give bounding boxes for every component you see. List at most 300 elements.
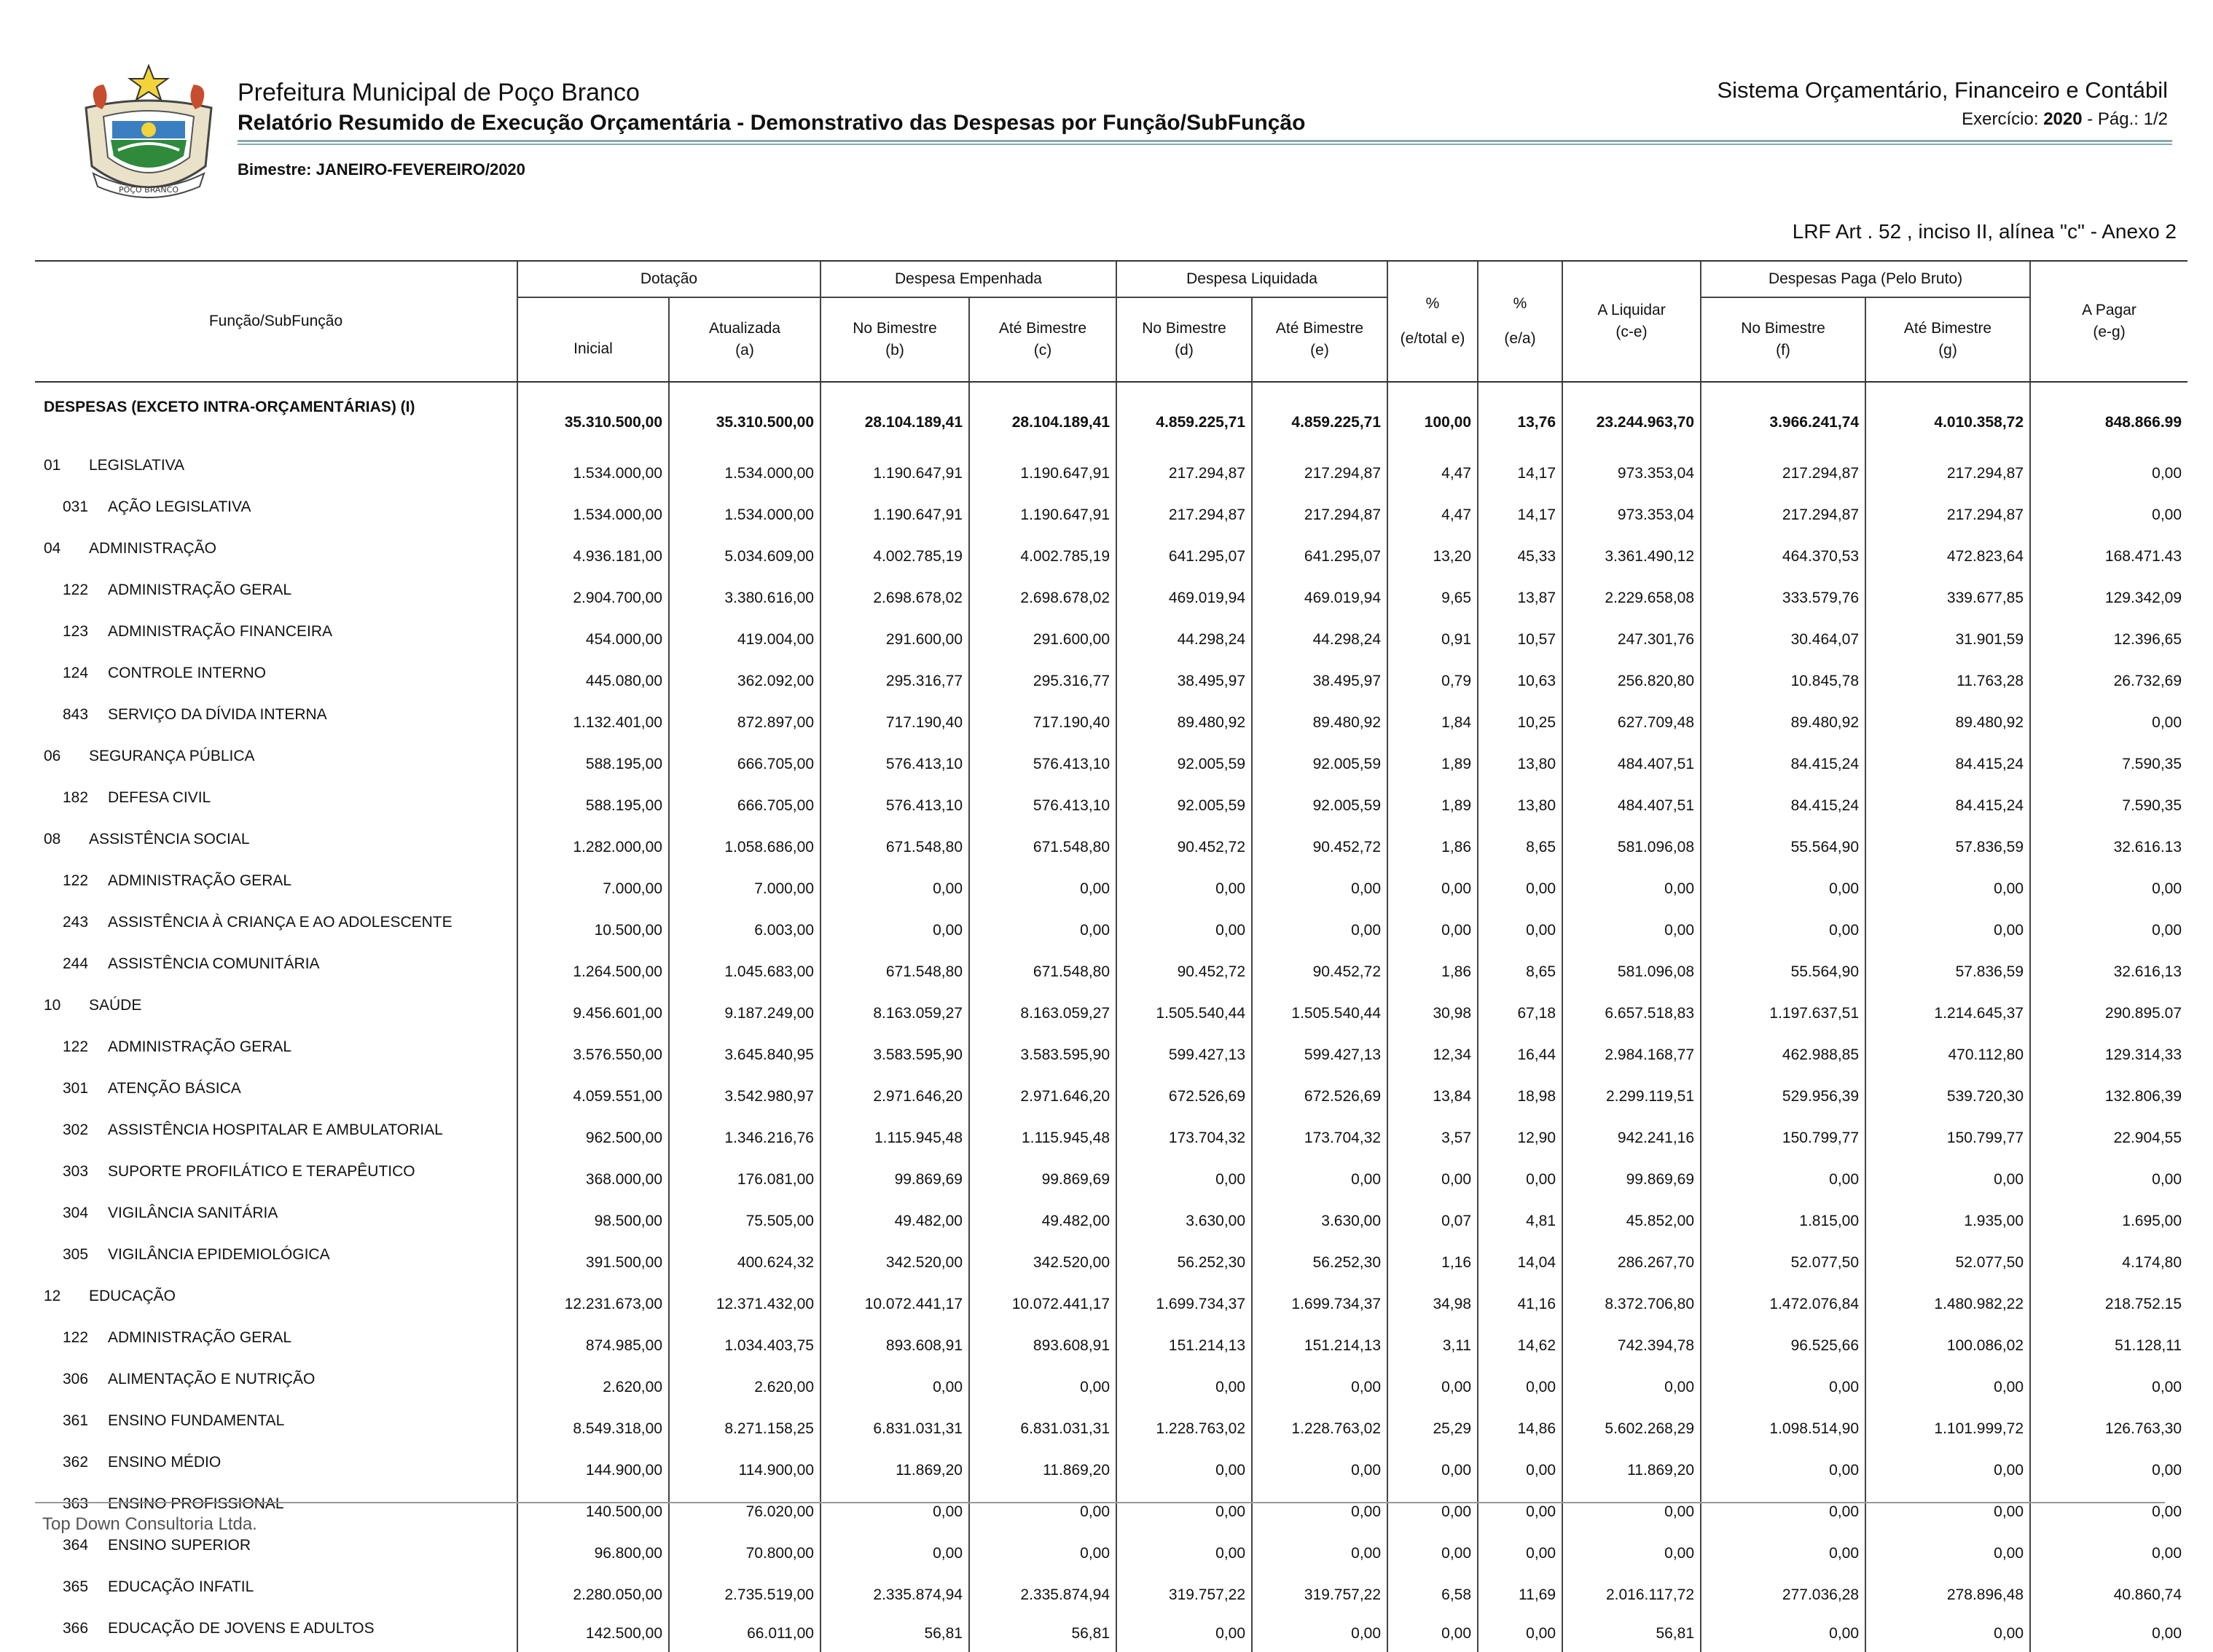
bimestre-label: Bimestre: JANEIRO-FEVEREIRO/2020: [238, 160, 525, 179]
row-value: 419.004,00: [669, 619, 820, 660]
row-value: 0,00: [1865, 909, 2030, 951]
row-value: 0,00: [1116, 868, 1252, 909]
row-label: [35, 743, 517, 785]
row-label: [35, 1200, 517, 1242]
row-value: 4.174,80: [2030, 1242, 2187, 1283]
lrf-reference: LRF Art . 52 , inciso II, alínea "c" - Anexo 2: [1792, 220, 2177, 243]
system-name: Sistema Orçamentário, Financeiro e Contábil: [1717, 77, 2168, 103]
row-value: 1.282.000,00: [517, 826, 669, 868]
row-value: 7.590,35: [2030, 743, 2187, 785]
row-value: 0,07: [1387, 1200, 1478, 1242]
row-value: 7.000,00: [669, 868, 820, 909]
row-value: 0,00: [1865, 1616, 2030, 1652]
row-value: 45,33: [1478, 536, 1562, 577]
row-value: 1.505.540,44: [1252, 993, 1387, 1034]
row-value: 0,00: [1562, 1491, 1701, 1532]
row-value: 52.077,50: [1701, 1242, 1865, 1283]
row-value: 0,00: [1252, 1491, 1387, 1532]
row-value: 1,89: [1387, 743, 1478, 785]
row-value: 0,00: [1252, 1616, 1387, 1652]
row-value: 11.869,20: [820, 1449, 969, 1491]
row-code: 364: [63, 1537, 89, 1554]
row-value: 0,00: [1562, 1532, 1701, 1574]
row-code: 301: [63, 1080, 89, 1097]
row-value: 342.520,00: [820, 1242, 969, 1283]
row-value: 144.900,00: [517, 1449, 669, 1491]
row-value: 8.372.706,80: [1562, 1283, 1701, 1325]
row-value: 391.500,00: [517, 1242, 669, 1283]
row-value: 84.415,24: [1701, 743, 1865, 785]
row-label: [35, 785, 517, 826]
row-name: ENSINO MÉDIO: [108, 1454, 222, 1471]
row-code: 363: [63, 1495, 89, 1512]
row-value: 11,69: [1478, 1574, 1562, 1616]
row-label: [35, 993, 517, 1034]
row-value: 469.019,94: [1252, 577, 1387, 619]
header-group-empenhada: Despesa Empenhada: [820, 261, 1116, 297]
row-value: 132.806,39: [2030, 1076, 2187, 1117]
row-name: EDUCAÇÃO: [89, 1288, 176, 1304]
row-value: 0,00: [1387, 1366, 1478, 1408]
row-value: 0,00: [1387, 1532, 1478, 1574]
row-value: 0,00: [1701, 1491, 1865, 1532]
row-value: 49.482,00: [969, 1200, 1116, 1242]
row-value: 2.698.678,02: [820, 577, 969, 619]
report-title: Relatório Resumido de Execução Orçamentária - Demonstrativo das Despesas por Função/SubFunção: [238, 111, 1306, 135]
row-code: 306: [63, 1371, 89, 1387]
row-label: [35, 1449, 517, 1491]
row-label: [35, 1408, 517, 1449]
funcao-row: [35, 743, 2187, 785]
subfuncao-row: [35, 1491, 2187, 1532]
row-value: 6.831.031,31: [969, 1408, 1116, 1449]
row-value: 464.370,53: [1701, 536, 1865, 577]
row-value: 4,81: [1478, 1200, 1562, 1242]
row-label: [35, 494, 517, 536]
row-code: 124: [63, 665, 89, 681]
row-value: 14,04: [1478, 1242, 1562, 1283]
row-label: [35, 577, 517, 619]
row-code: 122: [63, 1329, 89, 1346]
row-value: 0,00: [1478, 1449, 1562, 1491]
row-value: 291.600,00: [969, 619, 1116, 660]
row-value: 0,00: [1387, 909, 1478, 951]
row-value: 1.045.683,00: [669, 951, 820, 993]
row-value: 3.966.241,74: [1701, 382, 1865, 453]
row-value: 472.823,64: [1865, 536, 2030, 577]
row-value: 0,00: [1701, 1532, 1865, 1574]
row-value: 0,00: [1701, 868, 1865, 909]
row-value: 445.080,00: [517, 660, 669, 702]
row-value: 3,11: [1387, 1325, 1478, 1366]
row-value: 4.002.785,19: [820, 536, 969, 577]
row-value: 142.500,00: [517, 1616, 669, 1652]
funcao-row: [35, 1283, 2187, 1325]
header-group-liquidada: Despesa Liquidada: [1116, 261, 1387, 297]
row-value: 10,25: [1478, 702, 1562, 743]
row-value: 3.583.595,90: [969, 1034, 1116, 1076]
header-pct-dotacao-formula: (e/a): [1504, 330, 1536, 347]
table-body: [35, 382, 2187, 1652]
header-pag-bimestre: No Bimestre (f): [1701, 297, 1865, 382]
row-name: AÇÃO LEGISLATIVA: [108, 498, 251, 515]
row-value: 0,00: [2030, 1366, 2187, 1408]
row-value: 3,57: [1387, 1117, 1478, 1159]
row-value: 218.752.15: [2030, 1283, 2187, 1325]
row-value: 0,00: [2030, 868, 2187, 909]
row-value: 11.869,20: [1562, 1449, 1701, 1491]
row-value: 1.098.514,90: [1701, 1408, 1865, 1449]
row-name: ATENÇÃO BÁSICA: [108, 1080, 241, 1097]
row-value: 247.301,76: [1562, 619, 1701, 660]
row-name: EDUCAÇÃO INFATIL: [108, 1578, 254, 1595]
subfuncao-row: [35, 1034, 2187, 1076]
row-value: 49.482,00: [820, 1200, 969, 1242]
row-code: 031: [63, 498, 89, 515]
row-value: 129.314,33: [2030, 1034, 2187, 1076]
row-code: 243: [63, 914, 89, 931]
row-value: 84.415,24: [1865, 743, 2030, 785]
row-value: 3.630,00: [1252, 1200, 1387, 1242]
row-value: 671.548,80: [969, 951, 1116, 993]
subfuncao-row: [35, 494, 2187, 536]
subfuncao-row: [35, 1532, 2187, 1574]
total-row: [35, 382, 2187, 453]
row-value: 576.413,10: [820, 785, 969, 826]
row-value: 2.971.646,20: [820, 1076, 969, 1117]
row-value: 10.500,00: [517, 909, 669, 951]
row-value: 12.231.673,00: [517, 1283, 669, 1325]
row-value: 0,00: [1701, 1449, 1865, 1491]
subfuncao-row: [35, 909, 2187, 951]
row-value: 484.407,51: [1562, 785, 1701, 826]
row-value: 4,47: [1387, 494, 1478, 536]
row-value: 6.657.518,83: [1562, 993, 1701, 1034]
row-value: 13,76: [1478, 382, 1562, 453]
row-value: 1.197.637,51: [1701, 993, 1865, 1034]
row-value: 0,00: [1701, 909, 1865, 951]
row-value: 0,00: [1478, 1366, 1562, 1408]
row-value: 1,16: [1387, 1242, 1478, 1283]
row-value: 3.576.550,00: [517, 1034, 669, 1076]
row-value: 70.800,00: [669, 1532, 820, 1574]
row-value: 0,00: [1701, 1616, 1865, 1652]
row-value: 89.480,92: [1701, 702, 1865, 743]
row-value: 6,58: [1387, 1574, 1478, 1616]
row-value: 666.705,00: [669, 785, 820, 826]
row-value: 277.036,28: [1701, 1574, 1865, 1616]
row-value: 99.869,69: [1562, 1159, 1701, 1200]
row-value: 0,00: [969, 1532, 1116, 1574]
row-value: 0,00: [1865, 868, 2030, 909]
row-code: 122: [63, 872, 89, 889]
row-value: 3.645.840,95: [669, 1034, 820, 1076]
row-value: 1.534.000,00: [517, 494, 669, 536]
row-value: 0,00: [1252, 1366, 1387, 1408]
row-value: 0,00: [1478, 868, 1562, 909]
row-name: ADMINISTRAÇÃO GERAL: [108, 1038, 292, 1055]
row-value: 9.456.601,00: [517, 993, 669, 1034]
header-funcao: Função/SubFunção: [35, 261, 517, 382]
row-value: 742.394,78: [1562, 1325, 1701, 1366]
row-value: 10.072.441,17: [820, 1283, 969, 1325]
row-value: 55.564,90: [1701, 826, 1865, 868]
header-pct-total-symbol: %: [1425, 295, 1440, 312]
row-label: [35, 619, 517, 660]
row-value: 0,00: [1252, 1449, 1387, 1491]
row-code: 122: [63, 582, 89, 598]
row-name: ENSINO FUNDAMENTAL: [108, 1412, 285, 1429]
row-value: 100.086,02: [1865, 1325, 2030, 1366]
row-value: 973.353,04: [1562, 494, 1701, 536]
row-code: 182: [63, 789, 89, 806]
row-value: 151.214,13: [1252, 1325, 1387, 1366]
row-value: 98.500,00: [517, 1200, 669, 1242]
row-value: 11.763,28: [1865, 660, 2030, 702]
row-label: [35, 536, 517, 577]
header-a-pagar: A Pagar (e-g): [2030, 261, 2187, 382]
row-value: 291.600,00: [820, 619, 969, 660]
row-value: 1.505.540,44: [1116, 993, 1252, 1034]
row-name: LEGISLATIVA: [89, 457, 185, 474]
row-value: 671.548,80: [969, 826, 1116, 868]
row-value: 576.413,10: [969, 743, 1116, 785]
row-value: 717.190,40: [820, 702, 969, 743]
row-value: 0,00: [1387, 868, 1478, 909]
row-value: 339.677,85: [1865, 577, 2030, 619]
row-value: 1.699.734,37: [1252, 1283, 1387, 1325]
row-value: 319.757,22: [1252, 1574, 1387, 1616]
row-label: [35, 382, 517, 453]
row-value: 67,18: [1478, 993, 1562, 1034]
row-value: 2.016.117,72: [1562, 1574, 1701, 1616]
row-value: 942.241,16: [1562, 1117, 1701, 1159]
row-value: 0,00: [969, 1366, 1116, 1408]
row-value: 1.534.000,00: [517, 453, 669, 494]
row-value: 286.267,70: [1562, 1242, 1701, 1283]
row-value: 1.480.982,22: [1865, 1283, 2030, 1325]
row-value: 0,00: [2030, 494, 2187, 536]
row-value: 217.294,87: [1701, 494, 1865, 536]
row-name: ALIMENTAÇÃO E NUTRIÇÃO: [108, 1371, 316, 1387]
row-value: 173.704,32: [1116, 1117, 1252, 1159]
subfuncao-row: [35, 951, 2187, 993]
row-value: 3.361.490,12: [1562, 536, 1701, 577]
row-code: 10: [44, 997, 61, 1014]
row-name: EDUCAÇÃO DE JOVENS E ADULTOS: [108, 1620, 375, 1637]
row-value: 3.630,00: [1116, 1200, 1252, 1242]
row-value: 57.836,59: [1865, 826, 2030, 868]
row-value: 576.413,10: [820, 743, 969, 785]
row-value: 13,87: [1478, 577, 1562, 619]
row-name: ASSISTÊNCIA COMUNITÁRIA: [108, 955, 320, 972]
row-value: 92.005,59: [1252, 785, 1387, 826]
row-code: 04: [44, 540, 61, 557]
row-value: 1.034.403,75: [669, 1325, 820, 1366]
row-name: ASSISTÊNCIA HOSPITALAR E AMBULATORIAL: [108, 1121, 443, 1138]
row-value: 0,00: [1701, 1366, 1865, 1408]
header-divider-secondary: [238, 144, 2172, 145]
row-name: ADMINISTRAÇÃO GERAL: [108, 582, 292, 598]
row-value: 0,00: [1252, 1532, 1387, 1574]
row-value: 1.695,00: [2030, 1200, 2187, 1242]
row-value: 0,00: [820, 868, 969, 909]
row-value: 2.971.646,20: [969, 1076, 1116, 1117]
row-code: 01: [44, 457, 61, 474]
subfuncao-row: [35, 868, 2187, 909]
row-value: 0,00: [820, 1366, 969, 1408]
row-value: 66.011,00: [669, 1616, 820, 1652]
org-name: Prefeitura Municipal de Poço Branco: [238, 79, 640, 106]
row-value: 0,00: [1865, 1491, 2030, 1532]
row-value: 0,00: [1387, 1449, 1478, 1491]
subfuncao-row: [35, 577, 2187, 619]
row-value: 2.280.050,00: [517, 1574, 669, 1616]
row-value: 56.252,30: [1252, 1242, 1387, 1283]
header-inicial: Inicial: [517, 297, 669, 382]
row-value: 32.616,13: [2030, 951, 2187, 993]
row-value: 0,00: [2030, 1532, 2187, 1574]
row-value: 140.500,00: [517, 1491, 669, 1532]
row-value: 44.298,24: [1116, 619, 1252, 660]
row-value: 539.720,30: [1865, 1076, 2030, 1117]
row-value: 2.698.678,02: [969, 577, 1116, 619]
row-value: 0,00: [2030, 453, 2187, 494]
row-value: 1.264.500,00: [517, 951, 669, 993]
row-value: 0,00: [1116, 1449, 1252, 1491]
row-value: 92.005,59: [1116, 743, 1252, 785]
row-value: 1.228.763,02: [1252, 1408, 1387, 1449]
row-value: 0,00: [820, 1491, 969, 1532]
row-value: 6.831.031,31: [820, 1408, 969, 1449]
row-value: 2.620,00: [669, 1366, 820, 1408]
row-value: 4.859.225,71: [1252, 382, 1387, 453]
page-info: - Pág.: 1/2: [2087, 109, 2168, 129]
row-value: 278.896,48: [1865, 1574, 2030, 1616]
row-value: 129.342,09: [2030, 577, 2187, 619]
row-value: 10.845,78: [1701, 660, 1865, 702]
row-code: 123: [63, 623, 89, 640]
row-value: 8.163.059,27: [820, 993, 969, 1034]
row-value: 217.294,87: [1252, 494, 1387, 536]
row-name: ENSINO PROFISSIONAL: [108, 1495, 284, 1512]
row-value: 1.534.000,00: [669, 453, 820, 494]
row-value: 90.452,72: [1116, 951, 1252, 993]
row-value: 4.010.358,72: [1865, 382, 2030, 453]
row-value: 4.936.181,00: [517, 536, 669, 577]
row-value: 23.244.963,70: [1562, 382, 1701, 453]
row-value: 34,98: [1387, 1283, 1478, 1325]
row-value: 90.452,72: [1252, 826, 1387, 868]
row-value: 627.709,48: [1562, 702, 1701, 743]
row-value: 1.228.763,02: [1116, 1408, 1252, 1449]
row-value: 151.214,13: [1116, 1325, 1252, 1366]
row-name: VIGILÂNCIA EPIDEMIOLÓGICA: [108, 1246, 330, 1263]
subfuncao-row: [35, 785, 2187, 826]
row-value: 56.252,30: [1116, 1242, 1252, 1283]
row-value: 92.005,59: [1252, 743, 1387, 785]
row-value: 0,00: [1252, 909, 1387, 951]
row-value: 150.799,77: [1701, 1117, 1865, 1159]
row-code: 361: [63, 1412, 89, 1429]
row-value: 0,00: [1116, 909, 1252, 951]
exercicio-label: Exercício:: [1962, 109, 2039, 129]
row-value: 0,00: [1865, 1366, 2030, 1408]
funcao-row: [35, 536, 2187, 577]
row-value: 599.427,13: [1116, 1034, 1252, 1076]
row-value: 9,65: [1387, 577, 1478, 619]
row-value: 13,20: [1387, 536, 1478, 577]
row-value: 1,89: [1387, 785, 1478, 826]
subfuncao-row: [35, 1574, 2187, 1616]
expenses-table: [35, 260, 2187, 1652]
row-value: 362.092,00: [669, 660, 820, 702]
row-value: 672.526,69: [1252, 1076, 1387, 1117]
row-value: 13,80: [1478, 785, 1562, 826]
row-value: 1.815,00: [1701, 1200, 1865, 1242]
row-value: 12.396,65: [2030, 619, 2187, 660]
row-value: 368.000,00: [517, 1159, 669, 1200]
row-label: [35, 826, 517, 868]
row-value: 599.427,13: [1252, 1034, 1387, 1076]
row-value: 0,00: [2030, 1159, 2187, 1200]
row-value: 4.859.225,71: [1116, 382, 1252, 453]
row-value: 38.495,97: [1116, 660, 1252, 702]
row-value: 1.472.076,84: [1701, 1283, 1865, 1325]
row-value: 2.299.119,51: [1562, 1076, 1701, 1117]
row-label: [35, 1283, 517, 1325]
subfuncao-row: [35, 1159, 2187, 1200]
row-value: 0,00: [1252, 868, 1387, 909]
header-liq-bimestre: No Bimestre (d): [1116, 297, 1252, 382]
row-name: CONTROLE INTERNO: [108, 665, 267, 681]
row-value: 89.480,92: [1252, 702, 1387, 743]
row-value: 13,84: [1387, 1076, 1478, 1117]
row-value: 31.901,59: [1865, 619, 2030, 660]
row-value: 56,81: [969, 1616, 1116, 1652]
row-value: 217.294,87: [1865, 494, 2030, 536]
row-value: 576.413,10: [969, 785, 1116, 826]
row-name: VIGILÂNCIA SANITÁRIA: [108, 1205, 278, 1221]
row-value: 973.353,04: [1562, 453, 1701, 494]
row-value: 75.505,00: [669, 1200, 820, 1242]
subfuncao-row: [35, 1076, 2187, 1117]
row-value: 454.000,00: [517, 619, 669, 660]
row-value: 0,00: [1116, 1616, 1252, 1652]
row-value: 529.956,39: [1701, 1076, 1865, 1117]
row-value: 1.190.647,91: [969, 494, 1116, 536]
row-value: 25,29: [1387, 1408, 1478, 1449]
header-emp-ate-bimestre: Até Bimestre (c): [969, 297, 1116, 382]
row-value: 92.005,59: [1116, 785, 1252, 826]
row-value: 8.163.059,27: [969, 993, 1116, 1034]
row-value: 5.602.268,29: [1562, 1408, 1701, 1449]
row-value: 400.624,32: [669, 1242, 820, 1283]
row-value: 0,00: [969, 1491, 1116, 1532]
row-label: [35, 1034, 517, 1076]
row-code: 843: [63, 706, 89, 723]
row-value: 717.190,40: [969, 702, 1116, 743]
row-value: 12.371.432,00: [669, 1283, 820, 1325]
row-value: 217.294,87: [1865, 453, 2030, 494]
row-code: 304: [63, 1205, 89, 1221]
row-value: 90.452,72: [1116, 826, 1252, 868]
row-value: 12,34: [1387, 1034, 1478, 1076]
row-name: ADMINISTRAÇÃO GERAL: [108, 1329, 292, 1346]
row-code: 302: [63, 1121, 89, 1138]
row-label: [35, 1159, 517, 1200]
row-value: 10.072.441,17: [969, 1283, 1116, 1325]
